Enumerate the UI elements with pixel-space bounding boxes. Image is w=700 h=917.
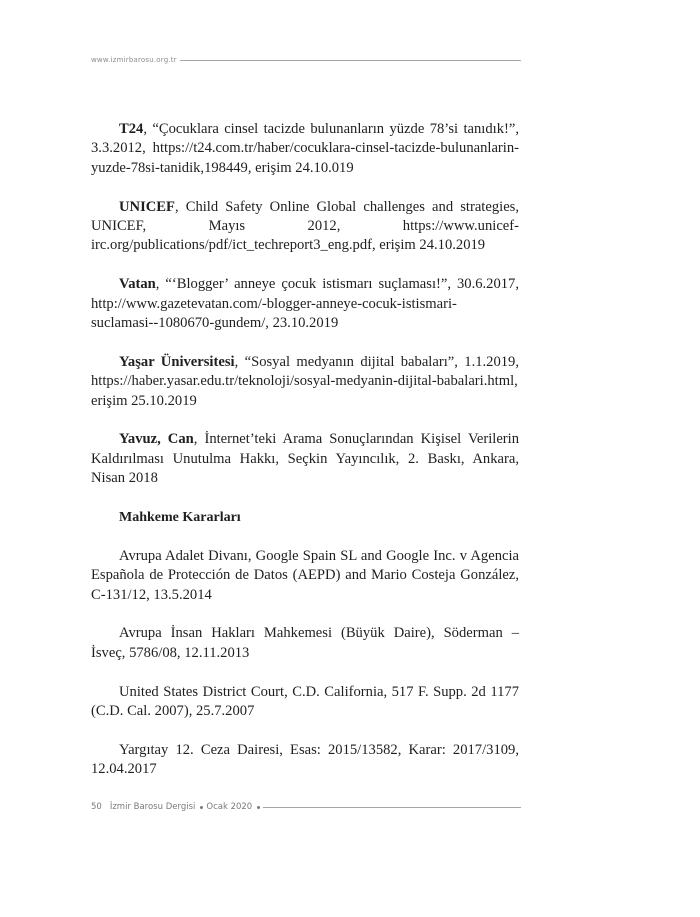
separator-dot-icon [200,806,203,809]
entry-author: Vatan [119,276,156,293]
entry-text: , “Sosyal medyanın dijital babaları”, 1.1.2019, https://haber.yasar.edu.tr/teknoloji/sosyal-medyanin-dijital-babalari.html, erişim 25.10.2019 [91,353,519,409]
section-heading: Mahkeme Kararları [119,510,241,526]
header-rule [180,60,521,61]
bibliography-entry [91,275,519,333]
journal-name: İzmir Barosu Dergisi [109,802,196,812]
bibliography [91,120,519,799]
entry-author: T24 [119,121,144,137]
entry-author: Yavuz, Can [119,431,194,448]
page-header [91,54,521,66]
entry-text: , İnternet’teki Arama Sonuçlarından Kişisel Verilerin Kaldırılması Unutulma Hakkı, Seçkin Yayıncılık, 2. Baskı, Ankara, Nisan 2018 [91,431,520,487]
bibliography-entry [91,353,519,411]
case-entry: Avrupa Adalet Divanı, Google Spain SL and Google Inc. v Agencia Española de Protección de Datos (AEPD) and Mario Costeja González, C-131/12, 13.5.2014 [91,547,519,603]
case-entry: Yargıtay 12. Ceza Dairesi, Esas: 2015/13582, Karar: 2017/3109, 12.04.2017 [91,741,519,778]
page-footer [91,800,521,814]
footer-rule [263,807,521,808]
case-entry: United States District Court, C.D. California, 517 F. Supp. 2d 1177 (C.D. Cal. 2007), 25.7.2007 [91,683,519,720]
case-entry: Avrupa İnsan Hakları Mahkemesi (Büyük Daire), Söderman – İsveç, 5786/08, 12.11.2013 [91,625,519,661]
entry-text: , “‘Blogger’ anneye çocuk istismarı suçlaması!”, 30.6.2017, http://www.gazetevatan.com/-blogger-anneye-cocuk-istismari-suclamasi--1080670-gundem/, 23.10.2019 [91,276,519,332]
separator-dot-icon [257,806,260,809]
header-url: www.izmirbarosu.org.tr [91,56,177,64]
bibliography-entry [91,120,519,178]
bibliography-entry [91,430,519,488]
entry-author: UNICEF [119,198,175,215]
entry-author: Yaşar Üniversitesi [119,353,235,370]
journal-issue: Ocak 2020 [206,802,253,812]
entry-text: , “Çocuklara cinsel tacizde bulunanların yüzde 78’si tanıdık!”, 3.3.2012, https://t24.com.tr/haber/cocuklara-cinsel-tacizde-bulunanlarin-yuzde-78si-tanidik,198449, erişim 24.10.019 [91,121,519,176]
entry-text: , Child Safety Online Global challenges and strategies, UNICEF, Mayıs 2012, https://www.unicef-irc.org/publications/pdf/ict_techreport3_eng.pdf, erişim 24.10.2019 [91,198,519,254]
bibliography-entry [91,198,519,256]
page-number: 50 [91,802,102,812]
